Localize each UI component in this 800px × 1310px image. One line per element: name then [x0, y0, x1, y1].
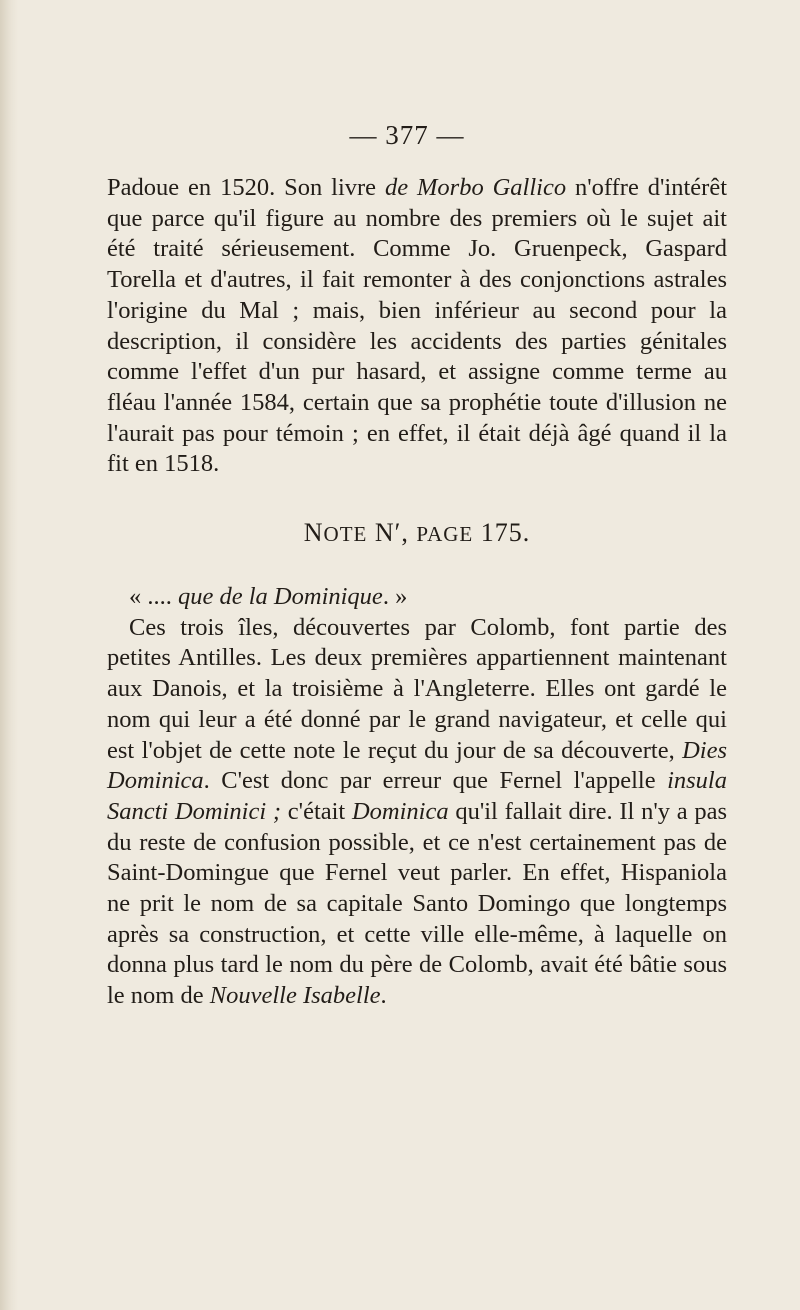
note-heading-cap: N′,: [374, 518, 417, 548]
italic-term: Dominica: [351, 797, 449, 825]
paragraph-text: Ces trois îles, découvertes par Colomb, font partie des petites Antilles. Les deux premières appartiennent maintenant aux Danois, et la troisième à l'Angleterre. Elles ont gardé le nom qui leur a été donné par le grand navigateur, et celle qui est l'objet de cette note le reçut du jour de sa découverte,: [107, 613, 727, 764]
italic-term: insula Sancti Dominici ;: [107, 767, 727, 825]
note-heading-smallcaps: PAGE: [416, 522, 474, 547]
quote-text: que de la Dominique: [178, 583, 383, 611]
note-heading-page-number: 175.: [473, 518, 531, 548]
note-heading: [107, 518, 727, 548]
paragraph-text: . C'est donc par erreur que Fernel l'appelle: [203, 767, 668, 795]
italic-title: de Morbo Gallico: [384, 174, 567, 201]
quote-open: « ....: [129, 583, 178, 611]
paragraph-text: n'offre d'intérêt que parce qu'il figure au nombre des premiers où le sujet ait été traité sérieusement. Comme Jo. Gruenpeck, Gaspard Torella et d'autres, il fait remonter à des conjonctions astrales l'origine du Mal ; mais, bien inférieur au second pour la description, il considère les accidents des parties génitales comme l'effet d'un pur hasard, et assigne comme terme au fléau l'année 1584, certain que sa prophétie toute d'illusion ne l'aurait pas pour témoin ; en effet, il était déjà âgé quand il la fit en 1518.: [107, 174, 727, 478]
paragraph-text: Padoue en 1520. Son livre: [107, 174, 385, 201]
note-heading-cap: N: [303, 518, 324, 548]
page-spine-shadow: [0, 0, 18, 1310]
quote-close: . »: [382, 583, 408, 611]
italic-term: Dies Dominica: [107, 736, 727, 795]
quote-line: [107, 582, 727, 613]
paragraph-antilles: [107, 613, 727, 1012]
note-heading-smallcaps: OTE: [323, 522, 368, 547]
paragraph-padoue: [107, 173, 727, 480]
paragraph-text: .: [380, 982, 387, 1010]
page-number: — 377 —: [349, 120, 465, 150]
paragraph-text: c'était: [281, 797, 352, 825]
paragraph-text: qu'il fallait dire. Il n'y a pas du reste de confusion possible, et ce n'est certainement pas de Saint-Domingue que Fernel veut parler. En effet, Hispaniola ne prit le nom de sa capitale Santo Domingo que longtemps après sa construction, et cette ville elle-même, à laquelle on donna plus tard le nom du père de Colomb, avait été bâtie sous le nom de: [107, 797, 727, 1010]
book-page: [107, 120, 727, 1012]
italic-term: Nouvelle Isabelle: [209, 982, 381, 1010]
